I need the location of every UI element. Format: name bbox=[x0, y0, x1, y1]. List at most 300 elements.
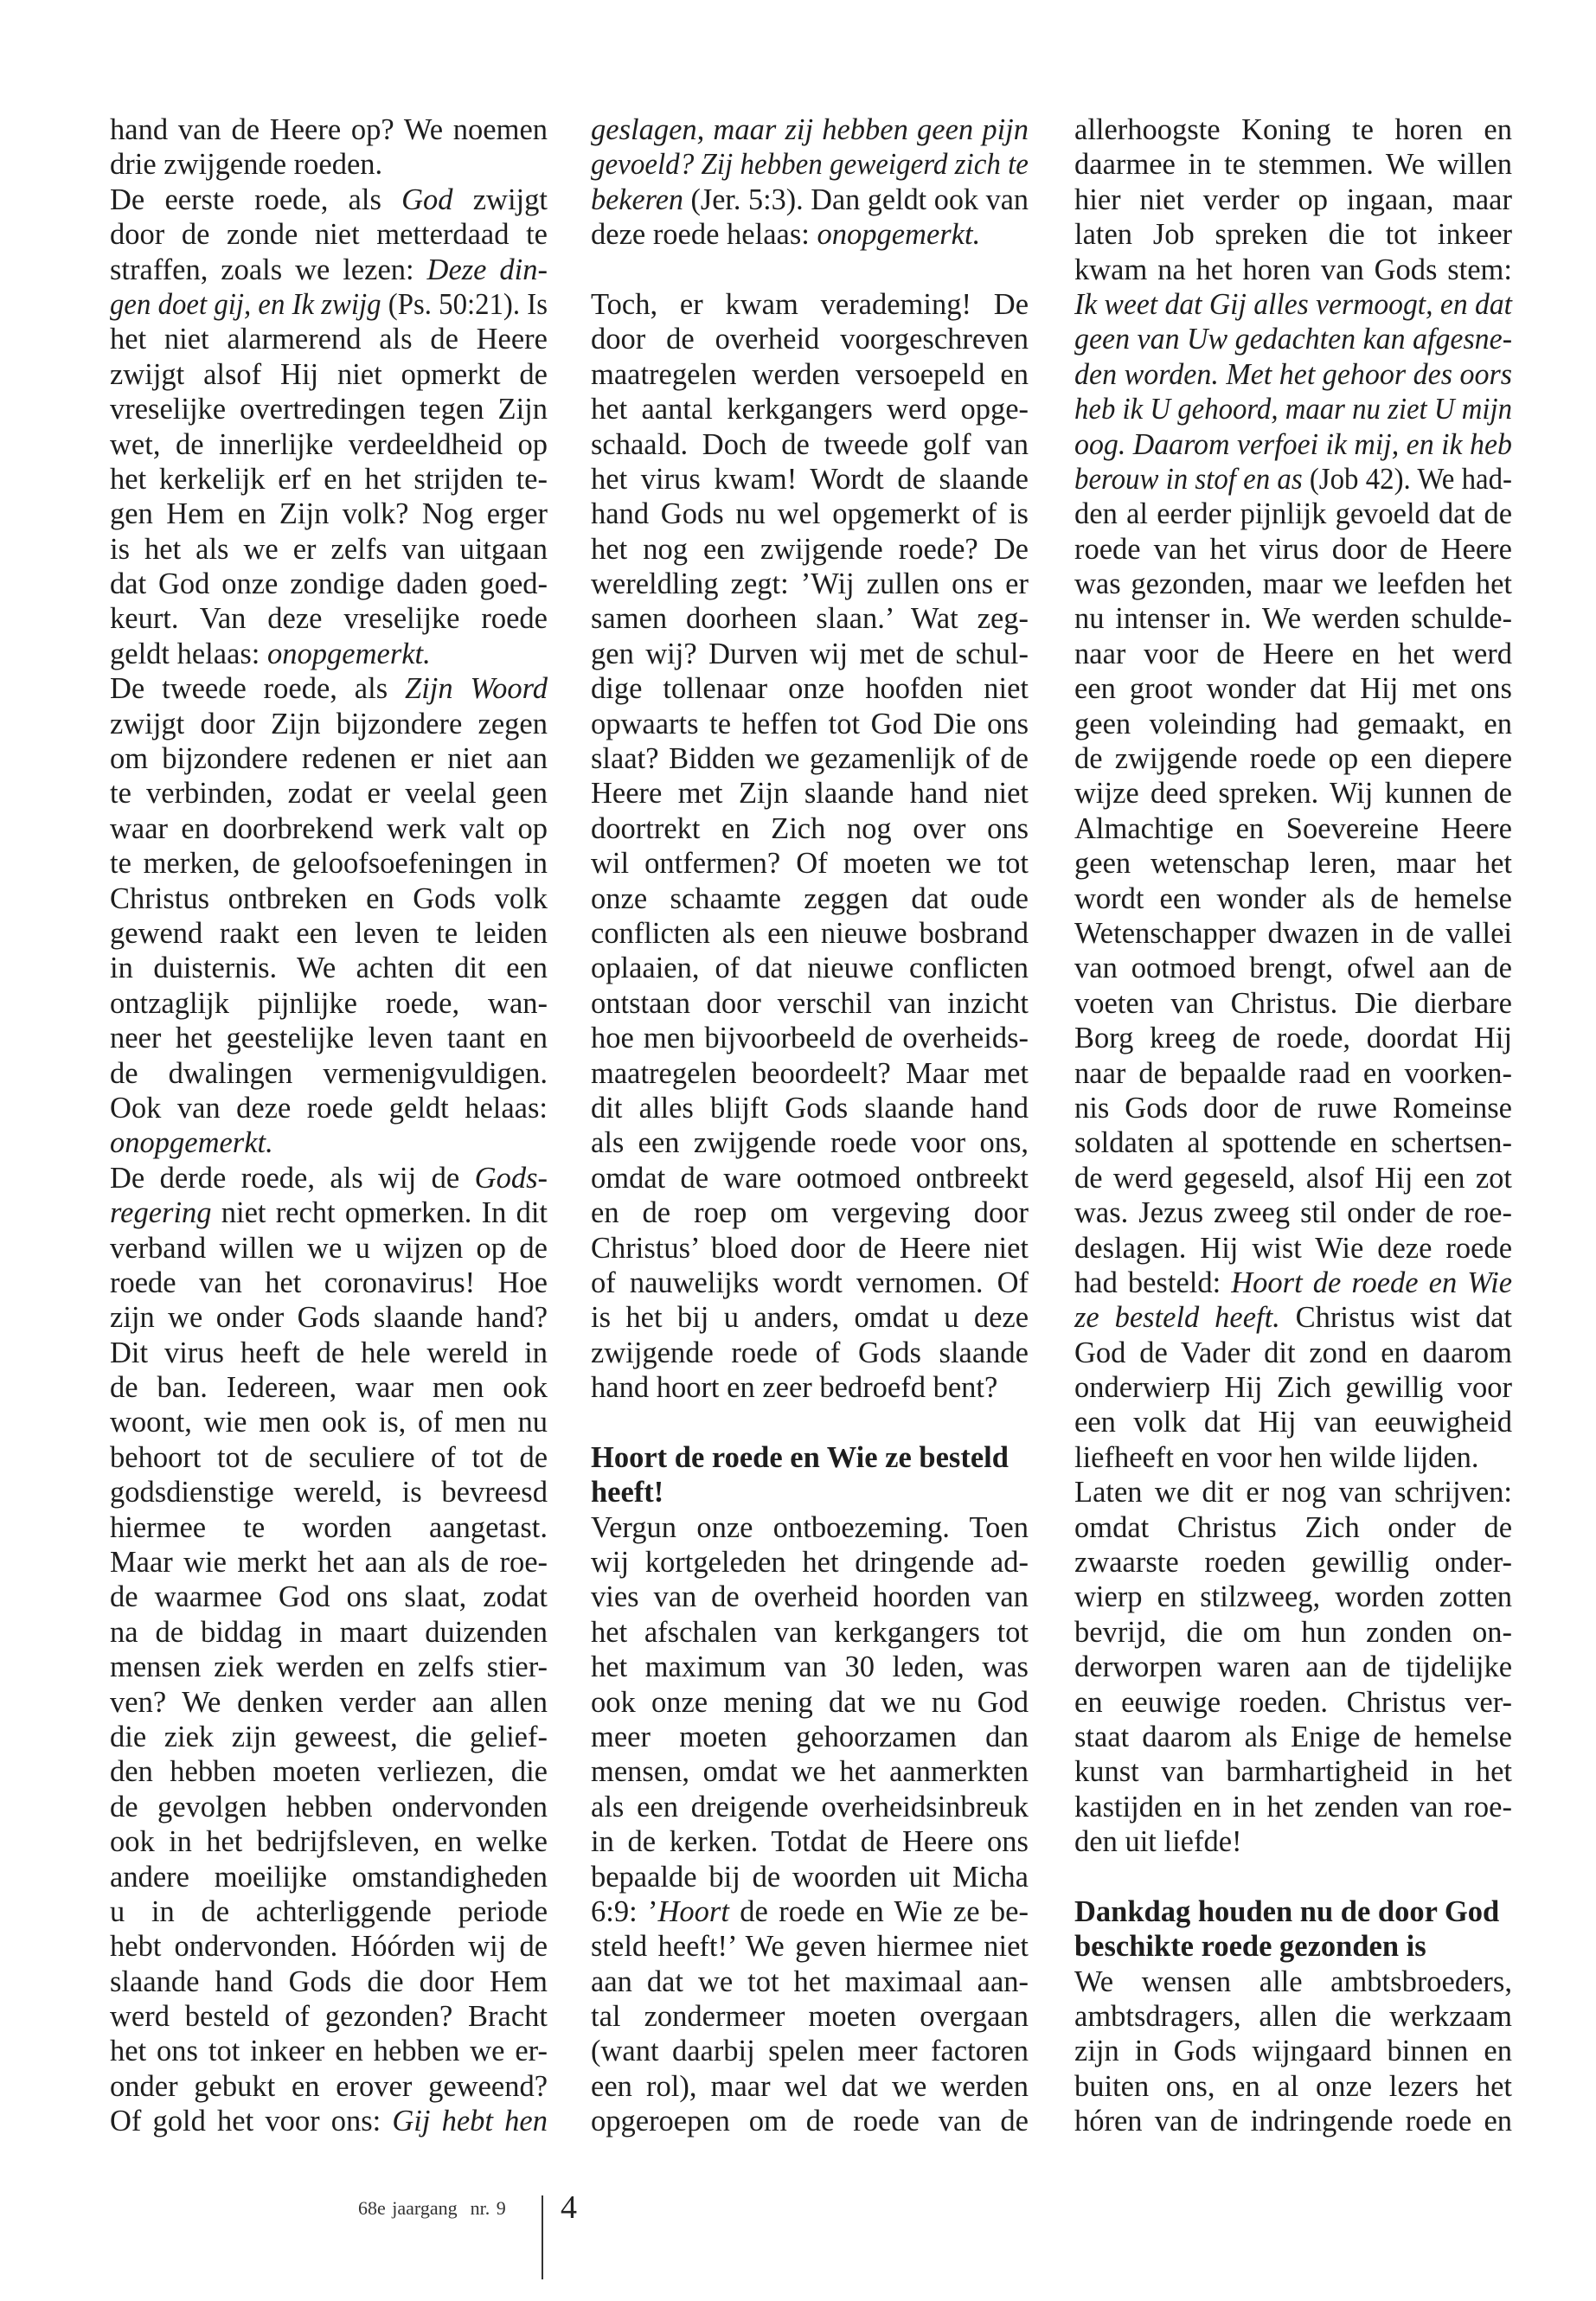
text-run: wij kortgeleden het dringende ad- bbox=[591, 1546, 1029, 1580]
text-line-content bbox=[110, 1650, 548, 1684]
text-run: (Jer. 5:3). Dan geldt ook van bbox=[683, 183, 1029, 216]
text-line bbox=[591, 497, 1029, 531]
text-line bbox=[110, 1824, 548, 1859]
text-line bbox=[1074, 1754, 1512, 1789]
text-line-content bbox=[591, 637, 1029, 671]
text-line-content bbox=[591, 776, 1029, 811]
text-line-content bbox=[110, 1161, 548, 1195]
italic-text-run: onopgemerkt. bbox=[110, 1126, 273, 1160]
text-run: het virus kwam! Wordt de slaande bbox=[591, 462, 1029, 496]
text-line-content bbox=[1074, 671, 1512, 706]
text-run: hier niet verder op ingaan, maar bbox=[1074, 183, 1512, 216]
text-line-content bbox=[110, 846, 548, 881]
text-line-content bbox=[591, 2034, 1029, 2068]
text-run: en de roep om vergeving door bbox=[591, 1196, 1029, 1230]
text-line-content bbox=[1074, 427, 1512, 462]
text-line bbox=[591, 1021, 1029, 1055]
text-run: deze roede helaas: bbox=[591, 218, 817, 252]
text-run: onderwierp Hij Zich gewillig voor bbox=[1074, 1371, 1512, 1405]
text-run: godsdienstige wereld, is bevreesd bbox=[110, 1476, 548, 1509]
text-run: de gevolgen hebben ondervonden bbox=[110, 1790, 548, 1823]
paragraph bbox=[1074, 1475, 1512, 1859]
text-line-content bbox=[1074, 637, 1512, 671]
text-line-content bbox=[591, 1510, 1029, 1545]
text-line-content bbox=[591, 671, 1029, 706]
text-line bbox=[591, 1999, 1029, 2034]
text-run: Vergun onze ontboezeming. Toen bbox=[591, 1510, 1029, 1544]
text-line bbox=[110, 1615, 548, 1650]
text-run: Christus ontbreken en Gods volk bbox=[110, 881, 548, 915]
text-line bbox=[110, 951, 548, 985]
text-line bbox=[1074, 462, 1512, 497]
text-run: ontstaan door verschil van inzicht bbox=[591, 986, 1029, 1020]
text-run: geen voleinding had gemaakt, en bbox=[1074, 707, 1512, 740]
text-line-content bbox=[110, 1580, 548, 1614]
text-line-content bbox=[1074, 567, 1512, 601]
text-run: omdat de ware ootmoed ontbreekt bbox=[591, 1161, 1029, 1195]
text-run: naar de bepaalde raad en voorken- bbox=[1074, 1056, 1513, 1090]
text-line-content bbox=[1074, 986, 1512, 1021]
text-line-content bbox=[591, 1754, 1029, 1789]
text-line bbox=[591, 601, 1029, 636]
text-line bbox=[591, 671, 1029, 706]
paragraph bbox=[591, 112, 1029, 253]
text-line-content bbox=[1074, 741, 1512, 776]
text-line bbox=[110, 916, 548, 951]
italic-text-run: heb ik U gehoord, maar nu ziet U mijn bbox=[1074, 393, 1513, 426]
text-line-content bbox=[591, 392, 1029, 426]
text-line-content bbox=[591, 322, 1029, 356]
text-line bbox=[591, 1300, 1029, 1335]
text-line bbox=[110, 1860, 548, 1894]
text-line bbox=[110, 637, 548, 671]
text-line bbox=[591, 846, 1029, 881]
text-run: oplaaien, of dat nieuwe conflicten bbox=[591, 952, 1029, 985]
text-line-content bbox=[110, 1300, 548, 1335]
text-run: of nauwelijks wordt vernomen. Of bbox=[591, 1266, 1029, 1299]
text-line-content bbox=[110, 1860, 548, 1894]
text-line-content bbox=[1074, 1790, 1512, 1824]
text-run: woont, wie men ook is, of men nu bbox=[110, 1406, 548, 1439]
text-line-content bbox=[1074, 1894, 1499, 1929]
text-line bbox=[110, 322, 548, 356]
text-line-content bbox=[110, 462, 548, 497]
text-line-content bbox=[591, 986, 1029, 1021]
text-line-content bbox=[591, 1370, 997, 1405]
text-line-content bbox=[1074, 1475, 1512, 1509]
text-line-content bbox=[110, 567, 548, 601]
text-line bbox=[591, 1056, 1029, 1091]
italic-text-run: Deze din- bbox=[426, 253, 548, 286]
text-line-content bbox=[591, 1266, 1029, 1300]
text-run: hand hoort en zeer bedroefd bent? bbox=[591, 1371, 998, 1405]
text-line-content bbox=[1074, 2104, 1512, 2138]
text-line-content bbox=[1074, 497, 1512, 531]
text-line bbox=[591, 1754, 1029, 1789]
text-line-content bbox=[110, 1510, 548, 1545]
text-run: beschikte roede gezonden is bbox=[1074, 1930, 1426, 1964]
text-run: ook onze mening dat we nu God bbox=[591, 1685, 1029, 1719]
text-line bbox=[591, 951, 1029, 985]
text-run: opwaarts te heffen tot God Die ons bbox=[591, 707, 1029, 740]
text-line-content bbox=[591, 112, 1029, 147]
text-run: (Ps. 50:21). Is bbox=[381, 287, 548, 321]
text-line-content bbox=[591, 1894, 1029, 1929]
text-run: het afschalen van kerkgangers tot bbox=[591, 1615, 1029, 1649]
text-line bbox=[1074, 1824, 1512, 1859]
text-line bbox=[1074, 1021, 1512, 1055]
text-run: het aantal kerkgangers werd opge- bbox=[591, 393, 1029, 426]
text-line-content bbox=[1074, 1720, 1512, 1754]
text-line-content bbox=[591, 1195, 1029, 1230]
text-run: door de overheid voorgeschreven bbox=[591, 323, 1029, 356]
text-line bbox=[591, 1161, 1029, 1195]
text-run: als een dreigende overheidsinbreuk bbox=[591, 1790, 1029, 1823]
text-line-content bbox=[591, 707, 1029, 741]
text-line-content bbox=[110, 287, 548, 322]
text-run: en eeuwige roeden. Christus ver- bbox=[1074, 1685, 1513, 1719]
text-line-content bbox=[1074, 1195, 1512, 1230]
text-line-content bbox=[1074, 601, 1512, 636]
text-line bbox=[591, 287, 1029, 322]
text-run: Toch, er kwam verademing! De bbox=[591, 287, 1029, 321]
text-line-content bbox=[591, 1545, 1029, 1580]
italic-text-run: ze besteld heeft. bbox=[1074, 1301, 1280, 1335]
text-line-content bbox=[110, 1965, 548, 1999]
text-line bbox=[1074, 916, 1512, 951]
text-run: hoe men bijvoorbeeld de overheids- bbox=[591, 1022, 1029, 1055]
text-line bbox=[1074, 1650, 1512, 1684]
text-line-content bbox=[591, 427, 1029, 462]
text-line bbox=[110, 462, 548, 497]
text-line-content bbox=[110, 1336, 548, 1370]
paragraph bbox=[591, 1510, 1029, 2139]
text-line-content bbox=[1074, 951, 1512, 985]
text-run: wijze deed spreken. Wij kunnen de bbox=[1074, 777, 1512, 811]
text-line-content bbox=[110, 1195, 548, 1230]
text-line bbox=[110, 1405, 548, 1439]
text-line-content bbox=[1074, 532, 1512, 567]
text-line-content bbox=[1074, 1300, 1512, 1335]
text-line-content bbox=[1074, 1650, 1512, 1684]
text-line bbox=[1074, 287, 1512, 322]
text-line-content bbox=[591, 217, 980, 252]
text-line-content bbox=[1074, 392, 1512, 426]
text-line bbox=[1074, 112, 1512, 147]
text-line bbox=[1074, 2069, 1512, 2104]
text-line bbox=[591, 147, 1029, 182]
text-line bbox=[591, 881, 1029, 916]
text-line-content bbox=[110, 1440, 548, 1475]
text-line bbox=[591, 1266, 1029, 1300]
text-line bbox=[1074, 1475, 1512, 1509]
text-line bbox=[1074, 951, 1512, 985]
text-run: maatregelen werden versoepeld en bbox=[591, 357, 1029, 391]
text-line bbox=[1074, 253, 1512, 287]
italic-text-run: Hoort bbox=[657, 1894, 729, 1928]
text-line-content bbox=[591, 601, 1029, 636]
text-line bbox=[591, 1545, 1029, 1580]
text-column-right bbox=[1074, 112, 1512, 2139]
text-line bbox=[1074, 1720, 1512, 1754]
text-line-content bbox=[110, 671, 548, 706]
text-run: hóren van de indringende roede en bbox=[1074, 2105, 1513, 2138]
text-line-content bbox=[110, 1824, 548, 1859]
text-run: tal zondermeer moeten overgaan bbox=[591, 2000, 1029, 2034]
text-run: meer moeten gehoorzamen dan bbox=[591, 1720, 1029, 1753]
text-line bbox=[591, 357, 1029, 392]
text-line bbox=[591, 2104, 1029, 2138]
text-run: Ook van deze roede geldt helaas: bbox=[110, 1091, 548, 1125]
text-run: De eerste roede, als bbox=[110, 183, 402, 216]
text-line-content bbox=[1074, 1999, 1512, 2034]
text-run: neer het geestelijke leven taant en bbox=[110, 1022, 548, 1055]
text-run: Christus wist dat bbox=[1279, 1301, 1512, 1335]
text-line-content bbox=[110, 1475, 548, 1509]
text-line-content bbox=[1074, 1754, 1512, 1789]
italic-text-run: bekeren bbox=[591, 183, 683, 216]
text-line bbox=[110, 1580, 548, 1614]
text-line bbox=[1074, 1580, 1512, 1614]
text-run: nu intenser in. We werden schulde- bbox=[1074, 602, 1512, 636]
italic-text-run: onopgemerkt. bbox=[817, 218, 981, 252]
text-line-content bbox=[591, 1790, 1029, 1824]
text-line bbox=[110, 1650, 548, 1684]
text-line-content bbox=[591, 147, 1029, 182]
text-line bbox=[591, 392, 1029, 426]
italic-text-run: onopgemerkt. bbox=[267, 637, 431, 670]
text-line bbox=[1074, 497, 1512, 531]
text-line bbox=[1074, 217, 1512, 252]
text-line-content bbox=[1074, 1056, 1512, 1091]
text-line-content bbox=[110, 322, 548, 356]
text-line-content bbox=[591, 462, 1029, 497]
text-line bbox=[591, 811, 1029, 846]
text-line-content bbox=[110, 1370, 548, 1405]
text-line bbox=[591, 1091, 1029, 1125]
text-run: naar voor de Heere en het werd bbox=[1074, 637, 1513, 670]
text-run: heeft! bbox=[591, 1476, 664, 1509]
text-run: slaande hand Gods die door Hem bbox=[110, 1965, 548, 1998]
text-line bbox=[1074, 183, 1512, 217]
text-run: hiermee te worden aangetast. bbox=[110, 1510, 548, 1544]
text-run: in de kerken. Totdat de Heere ons bbox=[591, 1825, 1029, 1859]
text-line bbox=[110, 986, 548, 1021]
text-line bbox=[1074, 567, 1512, 601]
paragraph bbox=[110, 112, 548, 183]
text-line bbox=[591, 986, 1029, 1021]
text-run: De derde roede, als wij de bbox=[110, 1161, 475, 1195]
text-line-content bbox=[1074, 1336, 1512, 1370]
text-line bbox=[110, 1021, 548, 1055]
text-line bbox=[110, 392, 548, 426]
text-line-content bbox=[591, 1125, 1029, 1160]
paragraph bbox=[591, 287, 1029, 1406]
text-run: zwijgt bbox=[452, 183, 548, 216]
text-line bbox=[591, 707, 1029, 741]
text-line bbox=[110, 1195, 548, 1230]
text-line-content bbox=[1074, 881, 1512, 916]
text-run: een rol), maar wel dat we werden bbox=[591, 2069, 1029, 2103]
text-run: niet recht opmerken. In dit bbox=[211, 1196, 548, 1230]
text-line-content bbox=[110, 147, 382, 182]
text-line bbox=[1074, 637, 1512, 671]
text-line-content bbox=[110, 1720, 548, 1754]
text-line-content bbox=[591, 1999, 1029, 2034]
text-run: ontzaglijk pijnlijke roede, wan- bbox=[110, 986, 548, 1020]
text-line bbox=[591, 1475, 1029, 1509]
text-line bbox=[110, 1161, 548, 1195]
text-line bbox=[110, 1929, 548, 1964]
italic-text-run: geen van Uw gedachten kan afgesne- bbox=[1074, 323, 1513, 356]
text-line bbox=[110, 811, 548, 846]
italic-text-run: Gij hebt hen bbox=[392, 2105, 548, 2138]
text-line-content bbox=[591, 951, 1029, 985]
text-line-content bbox=[110, 427, 548, 462]
text-line bbox=[110, 1056, 548, 1091]
text-line bbox=[110, 2034, 548, 2068]
italic-text-run: regering bbox=[110, 1196, 212, 1230]
text-line bbox=[110, 1685, 548, 1720]
text-line-content bbox=[110, 497, 548, 531]
text-line bbox=[110, 1545, 548, 1580]
text-run: opgeroepen om de roede van de bbox=[591, 2105, 1029, 2138]
italic-text-run: berouw in stof en as bbox=[1074, 462, 1303, 496]
text-line-content bbox=[1074, 846, 1512, 881]
text-line bbox=[110, 532, 548, 567]
text-run: keurt. Van deze vreselijke roede bbox=[110, 602, 548, 636]
text-run: voeten van Christus. Die dierbare bbox=[1074, 986, 1512, 1020]
text-run: geen wetenschap leren, maar het bbox=[1074, 847, 1512, 881]
text-line bbox=[1074, 741, 1512, 776]
text-line bbox=[591, 1370, 1029, 1405]
paragraph bbox=[110, 183, 548, 671]
text-line-content bbox=[591, 1650, 1029, 1684]
text-line-content bbox=[1074, 1091, 1512, 1125]
text-line-content bbox=[110, 1685, 548, 1720]
text-run: liefheeft en voor hen wilde lijden. bbox=[1074, 1440, 1479, 1474]
text-line bbox=[1074, 1615, 1512, 1650]
text-run: onze schaamte zeggen dat oude bbox=[591, 881, 1029, 915]
text-line-content bbox=[110, 2104, 548, 2138]
text-line-content bbox=[1074, 1231, 1512, 1266]
text-line bbox=[591, 1965, 1029, 1999]
text-line bbox=[591, 1580, 1029, 1614]
text-line-content bbox=[1074, 2034, 1512, 2068]
text-line-content bbox=[110, 1231, 548, 1266]
text-line bbox=[1074, 846, 1512, 881]
text-line bbox=[591, 1510, 1029, 1545]
text-run: vies van de overheid hoorden van bbox=[591, 1580, 1029, 1614]
text-line-content bbox=[110, 1021, 548, 1055]
text-run: den uit liefde! bbox=[1074, 1825, 1242, 1859]
text-run: in duisternis. We achten dit een bbox=[110, 952, 548, 985]
text-line bbox=[591, 1860, 1029, 1894]
text-run: andere moeilijke omstandigheden bbox=[110, 1860, 548, 1894]
text-run: de werd gegeseld, alsof Hij een zot bbox=[1074, 1161, 1512, 1195]
text-line-content bbox=[591, 881, 1029, 916]
text-line bbox=[110, 357, 548, 392]
text-line bbox=[1074, 1929, 1512, 1964]
text-run: is het als we er zelfs van uitgaan bbox=[110, 532, 548, 566]
text-line-content bbox=[591, 1860, 1029, 1894]
text-line bbox=[591, 1685, 1029, 1720]
paragraph bbox=[1074, 112, 1512, 1475]
text-line bbox=[591, 741, 1029, 776]
text-run: Maar wie merkt het aan als de roe- bbox=[110, 1546, 548, 1580]
text-run: was. Jezus zweeg stil onder de roe- bbox=[1074, 1196, 1512, 1230]
text-run: steld heeft!’ We geven hiermee niet bbox=[591, 1930, 1029, 1964]
text-line bbox=[110, 1720, 548, 1754]
text-run: conflicten als een nieuwe bosbrand bbox=[591, 916, 1029, 950]
text-line-content bbox=[1074, 1125, 1512, 1160]
text-line-content bbox=[1074, 1370, 1512, 1405]
text-line-content bbox=[1074, 147, 1512, 182]
text-run: kwam na het horen van Gods stem: bbox=[1074, 253, 1512, 286]
text-run: verband willen we u wijzen op de bbox=[110, 1231, 548, 1265]
text-run: daarmee in te stemmen. We willen bbox=[1074, 148, 1512, 182]
text-line bbox=[591, 1790, 1029, 1824]
text-line bbox=[1074, 1091, 1512, 1125]
text-line bbox=[1074, 532, 1512, 567]
text-run: straffen, zoals we lezen: bbox=[110, 253, 427, 286]
text-run: nis Gods door de ruwe Romeinse bbox=[1074, 1091, 1512, 1125]
text-line-content bbox=[110, 1125, 273, 1160]
text-line-content bbox=[1074, 776, 1512, 811]
text-line bbox=[1074, 1231, 1512, 1266]
text-line bbox=[1074, 1685, 1512, 1720]
text-run: buiten ons, en al onze lezers het bbox=[1074, 2069, 1513, 2103]
text-line-content bbox=[591, 287, 1029, 322]
text-run: zijn in Gods wijngaard binnen en bbox=[1074, 2035, 1512, 2068]
text-run: werd besteld of gezonden? Bracht bbox=[110, 2000, 548, 2034]
text-line-content bbox=[591, 1615, 1029, 1650]
paragraph bbox=[110, 671, 548, 1160]
text-run: soldaten al spottende en schertsen- bbox=[1074, 1126, 1513, 1160]
text-line bbox=[591, 1929, 1029, 1964]
text-line-content bbox=[591, 2104, 1029, 2138]
text-line-content bbox=[1074, 1440, 1479, 1475]
text-line-content bbox=[110, 1405, 548, 1439]
text-line-content bbox=[1074, 1545, 1512, 1580]
text-line bbox=[1074, 1056, 1512, 1091]
text-line bbox=[110, 1370, 548, 1405]
text-line-content bbox=[110, 1894, 548, 1929]
text-line-content bbox=[1074, 1580, 1512, 1614]
text-run: De tweede roede, als bbox=[110, 672, 406, 706]
text-line bbox=[110, 707, 548, 741]
text-run: maatregelen beoordeelt? Maar met bbox=[591, 1056, 1029, 1090]
text-line bbox=[591, 1650, 1029, 1684]
text-line bbox=[1074, 1125, 1512, 1160]
text-line bbox=[110, 112, 548, 147]
text-line bbox=[110, 1475, 548, 1509]
text-run: schaald. Doch de tweede golf van bbox=[591, 427, 1029, 461]
text-line bbox=[1074, 1965, 1512, 1999]
text-run: dit alles blijft Gods slaande hand bbox=[591, 1091, 1029, 1125]
text-line-content bbox=[110, 986, 548, 1021]
italic-text-run: Zijn Woord bbox=[405, 672, 548, 706]
text-line-content bbox=[110, 253, 548, 287]
text-line bbox=[591, 567, 1029, 601]
text-run: mensen, omdat we het aanmerkten bbox=[591, 1755, 1029, 1789]
text-line-content bbox=[1074, 1161, 1512, 1195]
text-line bbox=[1074, 1790, 1512, 1824]
text-line-content bbox=[1074, 183, 1512, 217]
text-line-content bbox=[591, 1929, 1029, 1964]
text-line bbox=[1074, 881, 1512, 916]
text-run: drie zwijgende roeden. bbox=[110, 148, 383, 182]
